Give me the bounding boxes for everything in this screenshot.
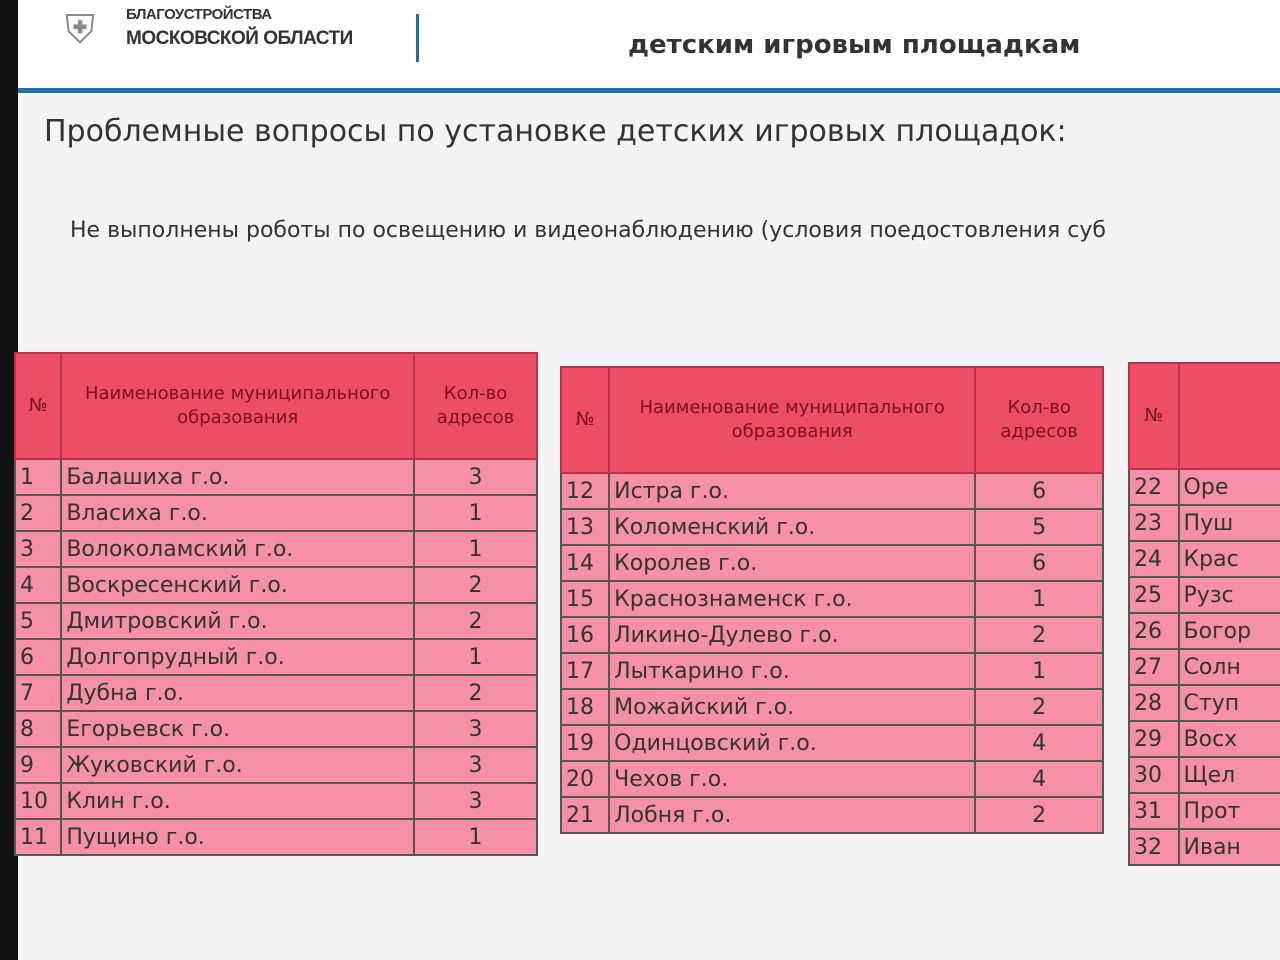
row-number: 5 xyxy=(15,603,61,639)
table-row xyxy=(15,567,537,603)
row-number: 24 xyxy=(1129,541,1179,577)
row-number: 25 xyxy=(1129,577,1179,613)
address-count: 3 xyxy=(414,459,537,495)
address-count: 1 xyxy=(975,653,1103,689)
row-number: 4 xyxy=(15,567,61,603)
row-number: 20 xyxy=(561,761,609,797)
table-row xyxy=(15,639,537,675)
address-count: 2 xyxy=(414,675,537,711)
header-name: Наименование муниципального образования xyxy=(609,367,975,473)
row-number: 2 xyxy=(15,495,61,531)
table-row xyxy=(561,617,1103,653)
row-number: 12 xyxy=(561,473,609,509)
address-count: 2 xyxy=(975,797,1103,833)
row-number: 22 xyxy=(1129,469,1179,505)
row-number: 19 xyxy=(561,725,609,761)
municipality-name: Восх xyxy=(1179,721,1280,757)
table-header-row xyxy=(15,353,537,459)
row-number: 10 xyxy=(15,783,61,819)
table-row xyxy=(1129,757,1280,793)
municipality-name: Жуковский г.о. xyxy=(61,747,414,783)
row-number: 13 xyxy=(561,509,609,545)
row-number: 15 xyxy=(561,581,609,617)
table-row xyxy=(15,495,537,531)
address-count: 4 xyxy=(975,725,1103,761)
row-number: 11 xyxy=(15,819,61,855)
row-number: 31 xyxy=(1129,793,1179,829)
row-number: 23 xyxy=(1129,505,1179,541)
municipality-name: Чехов г.о. xyxy=(609,761,975,797)
row-number: 30 xyxy=(1129,757,1179,793)
table-header-row xyxy=(561,367,1103,473)
municipality-name: Долгопрудный г.о. xyxy=(61,639,414,675)
table-row xyxy=(15,783,537,819)
municipality-name: Пуш xyxy=(1179,505,1280,541)
municipality-name: Власиха г.о. xyxy=(61,495,414,531)
municipalities-table-3 xyxy=(1128,362,1280,866)
table-row xyxy=(15,819,537,855)
header-count: Кол-во адресов xyxy=(975,367,1103,473)
address-count: 1 xyxy=(414,531,537,567)
header-title: детским игровым площадкам xyxy=(628,30,1081,60)
address-count: 2 xyxy=(975,617,1103,653)
row-number: 1 xyxy=(15,459,61,495)
table-row xyxy=(561,473,1103,509)
municipality-name: Дубна г.о. xyxy=(61,675,414,711)
row-number: 26 xyxy=(1129,613,1179,649)
table-row xyxy=(561,761,1103,797)
municipality-name: Дмитровский г.о. xyxy=(61,603,414,639)
header-divider xyxy=(416,14,419,62)
address-count: 3 xyxy=(414,747,537,783)
municipality-name: Прот xyxy=(1179,793,1280,829)
municipality-name: Истра г.о. xyxy=(609,473,975,509)
table-row xyxy=(15,675,537,711)
address-count: 6 xyxy=(975,473,1103,509)
table-row xyxy=(1129,613,1280,649)
address-count: 2 xyxy=(414,567,537,603)
municipalities-table-2 xyxy=(560,366,1104,834)
table-row xyxy=(561,545,1103,581)
municipality-name: Крас xyxy=(1179,541,1280,577)
row-number: 29 xyxy=(1129,721,1179,757)
table-row xyxy=(1129,505,1280,541)
municipality-name: Лыткарино г.о. xyxy=(609,653,975,689)
header-underline xyxy=(18,88,1280,93)
address-count: 1 xyxy=(414,495,537,531)
table-row xyxy=(561,653,1103,689)
table-row xyxy=(1129,721,1280,757)
municipality-name: Ступ xyxy=(1179,685,1280,721)
municipality-name: Воскресенский г.о. xyxy=(61,567,414,603)
municipality-name: Клин г.о. xyxy=(61,783,414,819)
org-line-2: МОСКОВСКОЙ ОБЛАСТИ xyxy=(126,28,353,49)
row-number: 14 xyxy=(561,545,609,581)
address-count: 1 xyxy=(414,819,537,855)
header-num: № xyxy=(561,367,609,473)
row-number: 9 xyxy=(15,747,61,783)
table-row xyxy=(1129,793,1280,829)
address-count: 3 xyxy=(414,711,537,747)
table-row xyxy=(1129,829,1280,865)
table-row xyxy=(561,509,1103,545)
row-number: 7 xyxy=(15,675,61,711)
address-count: 2 xyxy=(975,689,1103,725)
municipality-name: Щел xyxy=(1179,757,1280,793)
header-name: Наименование муниципального образования xyxy=(61,353,414,459)
row-number: 16 xyxy=(561,617,609,653)
municipality-name: Пущино г.о. xyxy=(61,819,414,855)
table-row xyxy=(1129,685,1280,721)
header-num: № xyxy=(1129,363,1179,469)
municipality-name: Богор xyxy=(1179,613,1280,649)
table-row xyxy=(561,581,1103,617)
address-count: 6 xyxy=(975,545,1103,581)
table-row xyxy=(15,459,537,495)
municipality-name: Одинцовский г.о. xyxy=(609,725,975,761)
row-number: 18 xyxy=(561,689,609,725)
address-count: 3 xyxy=(414,783,537,819)
municipality-name: Лобня г.о. xyxy=(609,797,975,833)
page-title: Проблемные вопросы по установке детских игровых площадок: xyxy=(44,114,1067,149)
row-number: 28 xyxy=(1129,685,1179,721)
address-count: 1 xyxy=(414,639,537,675)
row-number: 3 xyxy=(15,531,61,567)
header-name xyxy=(1179,363,1280,469)
municipality-name: Солн xyxy=(1179,649,1280,685)
header-count: Кол-во адресов xyxy=(414,353,537,459)
table-header-row xyxy=(1129,363,1280,469)
municipality-name: Коломенский г.о. xyxy=(609,509,975,545)
table-row xyxy=(561,689,1103,725)
municipality-name: Егорьевск г.о. xyxy=(61,711,414,747)
row-number: 21 xyxy=(561,797,609,833)
org-line-1: БЛАГОУСТРОЙСТВА xyxy=(126,6,272,23)
slide-header xyxy=(18,0,1280,88)
table-row xyxy=(561,797,1103,833)
municipality-name: Оре xyxy=(1179,469,1280,505)
address-count: 2 xyxy=(414,603,537,639)
page-subtitle: Не выполнены роботы по освещению и видеонаблюдению (условия поедостовления суб xyxy=(70,218,1106,243)
row-number: 17 xyxy=(561,653,609,689)
address-count: 5 xyxy=(975,509,1103,545)
row-number: 27 xyxy=(1129,649,1179,685)
table-row xyxy=(1129,649,1280,685)
table-row xyxy=(561,725,1103,761)
table-row xyxy=(15,603,537,639)
municipality-name: Волоколамский г.о. xyxy=(61,531,414,567)
table-row xyxy=(1129,469,1280,505)
municipality-name: Ликино-Дулево г.о. xyxy=(609,617,975,653)
table-row xyxy=(15,747,537,783)
table-row xyxy=(15,711,537,747)
header-num: № xyxy=(15,353,61,459)
address-count: 4 xyxy=(975,761,1103,797)
row-number: 32 xyxy=(1129,829,1179,865)
table-row xyxy=(15,531,537,567)
organization-name xyxy=(126,4,416,52)
table-row xyxy=(1129,577,1280,613)
table-row xyxy=(1129,541,1280,577)
row-number: 6 xyxy=(15,639,61,675)
municipality-name: Рузс xyxy=(1179,577,1280,613)
municipality-name: Иван xyxy=(1179,829,1280,865)
emblem-icon: ⛨ xyxy=(65,7,95,53)
row-number: 8 xyxy=(15,711,61,747)
municipalities-table-1 xyxy=(14,352,538,856)
municipality-name: Королев г.о. xyxy=(609,545,975,581)
address-count: 1 xyxy=(975,581,1103,617)
municipality-name: Можайский г.о. xyxy=(609,689,975,725)
municipality-name: Балашиха г.о. xyxy=(61,459,414,495)
municipality-name: Краснознаменск г.о. xyxy=(609,581,975,617)
